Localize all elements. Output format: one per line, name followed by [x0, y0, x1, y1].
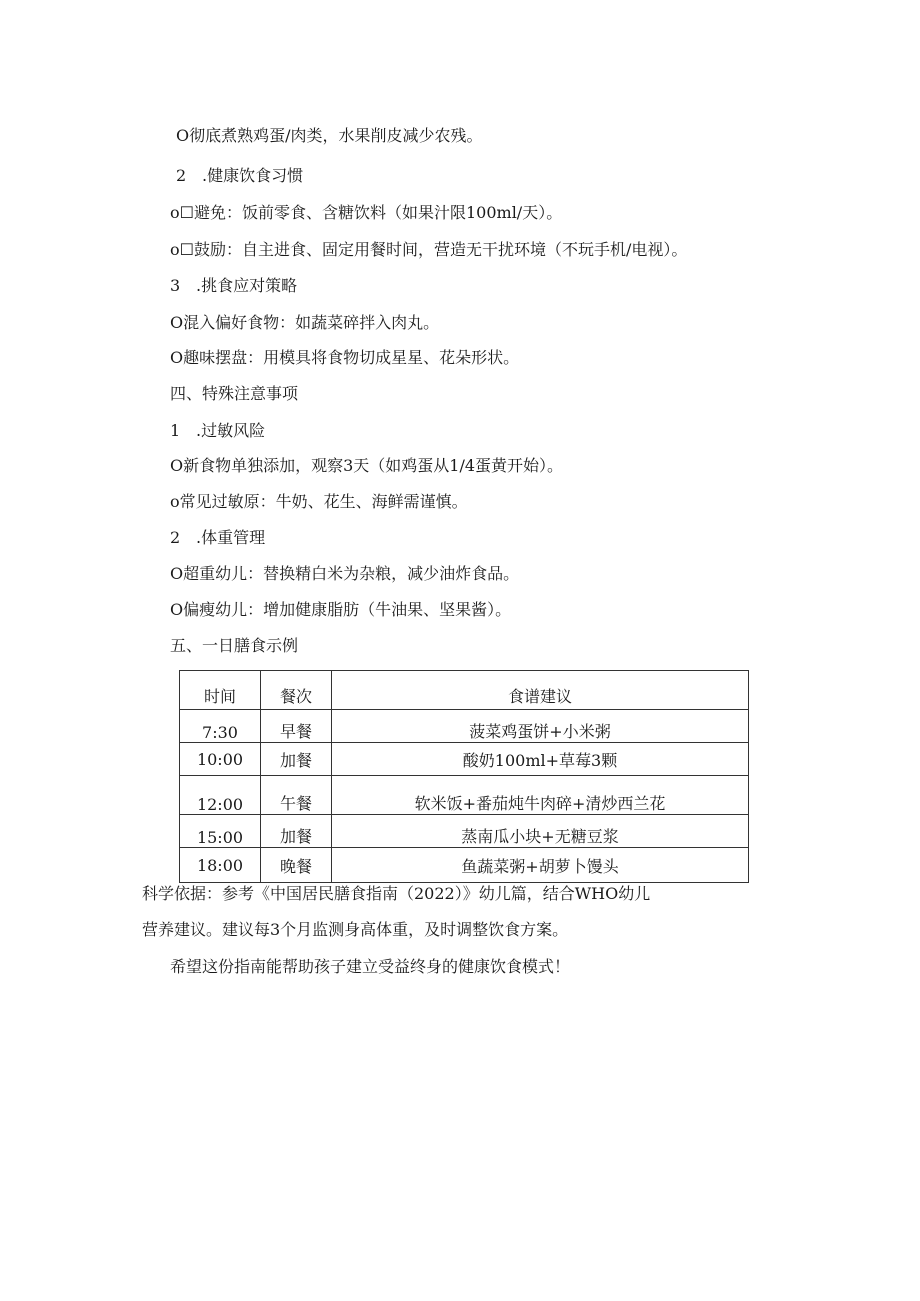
meal-cell: 加餐 [261, 743, 332, 776]
time-cell: 15:00 [180, 815, 261, 848]
table-row [180, 848, 749, 883]
meal-cell: 晚餐 [261, 848, 332, 883]
heading-text: .挑食应对策略 [196, 276, 298, 295]
new-food-bullet: O新食物单独添加，观察3天（如鸡蛋从1/4蛋黄开始）。 [170, 456, 564, 475]
heading-number: 3 [170, 276, 181, 295]
table-row [180, 743, 749, 776]
section-heading-healthy-habits [176, 166, 303, 186]
allergens-bullet: o常见过敏原：牛奶、花生、海鲜需谨慎。 [170, 492, 468, 511]
column-header-meal: 餐次 [261, 671, 332, 710]
section-heading-allergy [170, 421, 265, 441]
underweight-bullet: O偏瘦幼儿：增加健康脂肪（牛油果、坚果酱）。 [170, 600, 512, 619]
closing-remark: 希望这份指南能帮助孩子建立受益终身的健康饮食模式！ [170, 957, 571, 976]
time-cell: 7:30 [180, 710, 261, 743]
recipe-cell: 酸奶100ml+草莓3颗 [332, 743, 749, 776]
heading-number: 1 [170, 421, 181, 440]
heading-number: 2 [170, 528, 181, 547]
scientific-basis-paragraph: 科学依据：参考《中国居民膳食指南（2022）》幼儿篇，结合WHO幼儿 [142, 884, 651, 903]
time-cell: 10:00 [180, 743, 261, 776]
avoid-bullet: o☐避免：饭前零食、含糖饮料（如果汁限100ml/天）。 [170, 203, 563, 222]
table-row [180, 776, 749, 815]
recipe-cell: 鱼蔬菜粥+胡萝卜馒头 [332, 848, 749, 883]
table-row [180, 815, 749, 848]
table-row [180, 710, 749, 743]
meal-cell: 午餐 [261, 776, 332, 815]
column-header-recipe: 食谱建议 [332, 671, 749, 710]
chapter-heading-special-notes: 四、特殊注意事项 [170, 384, 299, 403]
chapter-heading-daily-menu: 五、一日膳食示例 [170, 636, 299, 655]
section-heading-picky-eating [170, 276, 297, 296]
heading-text: .体重管理 [196, 528, 266, 547]
time-cell: 12:00 [180, 776, 261, 815]
encourage-bullet: o☐鼓励：自主进食、固定用餐时间，营造无干扰环境（不玩手机/电视）。 [170, 240, 688, 259]
recipe-cell: 蒸南瓜小块+无糖豆浆 [332, 815, 749, 848]
overweight-bullet: O超重幼儿：替换精白米为杂粮，减少油炸食品。 [170, 564, 520, 583]
scientific-basis-continuation: 营养建议。建议每3个月监测身高体重，及时调整饮食方案。 [142, 920, 569, 939]
heading-text: .健康饮食习惯 [202, 166, 304, 185]
heading-number: 2 [176, 166, 187, 185]
recipe-cell: 软米饭+番茄炖牛肉碎+清炒西兰花 [332, 776, 749, 815]
recipe-cell: 菠菜鸡蛋饼+小米粥 [332, 710, 749, 743]
heading-text: .过敏风险 [196, 421, 266, 440]
time-cell: 18:00 [180, 848, 261, 883]
meal-cell: 早餐 [261, 710, 332, 743]
fun-plating-bullet: O趣味摆盘：用模具将食物切成星星、花朵形状。 [170, 348, 520, 367]
column-header-time: 时间 [180, 671, 261, 710]
section-heading-weight [170, 528, 265, 548]
table-header-row [180, 671, 749, 710]
daily-meal-table [179, 670, 749, 883]
hygiene-bullet: O彻底煮熟鸡蛋/肉类，水果削皮减少农残。 [176, 126, 483, 145]
mix-food-bullet: O混入偏好食物：如蔬菜碎拌入肉丸。 [170, 313, 440, 332]
meal-cell: 加餐 [261, 815, 332, 848]
